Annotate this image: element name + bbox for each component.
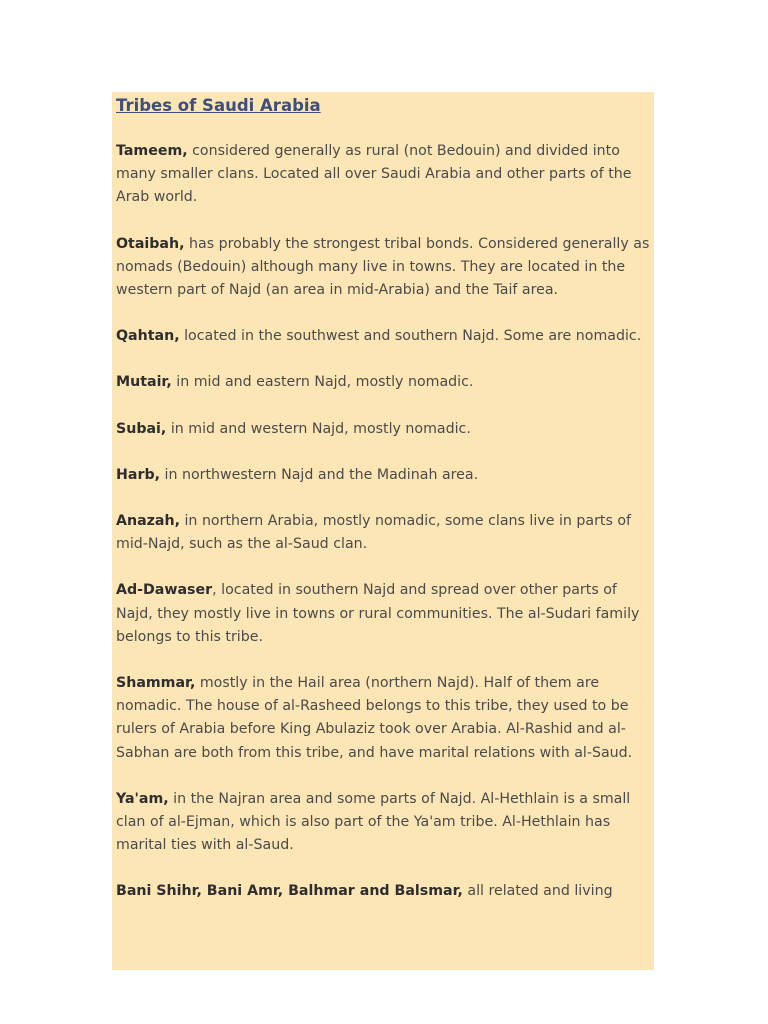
tribe-name: Qahtan, <box>116 328 180 345</box>
tribe-name: Shammar, <box>116 675 196 692</box>
tribe-entry-tameem <box>116 140 650 210</box>
tribe-name: Subai, <box>116 420 167 437</box>
tribe-description: in mid and western Najd, mostly nomadic. <box>166 420 471 437</box>
tribe-description: in northwestern Najd and the Madinah area. <box>160 466 479 483</box>
tribe-description: mostly in the Hail area (northern Najd). Half of them are nomadic. The house of al-Rasheed belongs to this tribe, they used to be rulers of Arabia before King Abulaziz took over Arabia. Al-Rashid and al-Sabhan are both from this tribe, and have marital relations with al-Saud. <box>116 675 633 761</box>
tribe-entry-anazah <box>116 510 650 556</box>
tribe-description: in the Najran area and some parts of Najd. Al-Hethlain is a small clan of al-Ejman, which is also part of the Ya'am tribe. Al-Hethlain has marital ties with al-Saud. <box>116 790 631 854</box>
tribe-description: considered generally as rural (not Bedouin) and divided into many smaller clans. Located all over Saudi Arabia and other parts of the Arab world. <box>116 143 632 206</box>
document-content <box>112 92 654 904</box>
tribe-entry-yaam <box>116 788 650 858</box>
tribe-name: Mutair, <box>116 374 172 391</box>
tribe-name: Anazah, <box>116 513 180 530</box>
tribe-entry-harb <box>116 464 650 487</box>
tribe-name: Ya'am, <box>116 790 169 807</box>
tribe-description: in northern Arabia, mostly nomadic, some clans live in parts of mid-Najd, such as the al-Saud clan. <box>116 513 632 553</box>
document-panel <box>112 92 654 970</box>
tribe-entry-bani-shihr <box>116 880 650 903</box>
tribe-entry-ad-dawaser <box>116 579 650 649</box>
tribe-name: Ad-Dawaser <box>116 582 213 599</box>
tribe-entry-shammar <box>116 672 650 765</box>
tribe-entry-subai <box>116 418 650 441</box>
tribe-description: located in the southwest and southern Najd. Some are nomadic. <box>179 328 642 345</box>
tribe-name: Bani Shihr, Bani Amr, Balhmar and Balsmar, <box>116 883 463 900</box>
tribe-entry-qahtan <box>116 325 650 348</box>
tribe-entry-mutair <box>116 371 650 394</box>
tribe-name: Otaibah, <box>116 235 185 252</box>
document-title: Tribes of Saudi Arabia <box>116 96 321 115</box>
tribe-entry-otaibah <box>116 233 650 303</box>
tribe-name: Harb, <box>116 466 160 483</box>
tribe-description: has probably the strongest tribal bonds. Considered generally as nomads (Bedouin) although many live in towns. They are located in the western part of Najd (an area in mid-Arabia) and the Taif area. <box>116 235 650 299</box>
tribe-description: all related and living <box>462 883 613 900</box>
tribe-name: Tameem, <box>116 143 188 159</box>
tribe-description: , located in southern Najd and spread over other parts of Najd, they mostly live in towns or rural communities. The al-Sudari family belongs to this tribe. <box>116 582 640 645</box>
tribe-description: in mid and eastern Najd, mostly nomadic. <box>171 374 474 391</box>
